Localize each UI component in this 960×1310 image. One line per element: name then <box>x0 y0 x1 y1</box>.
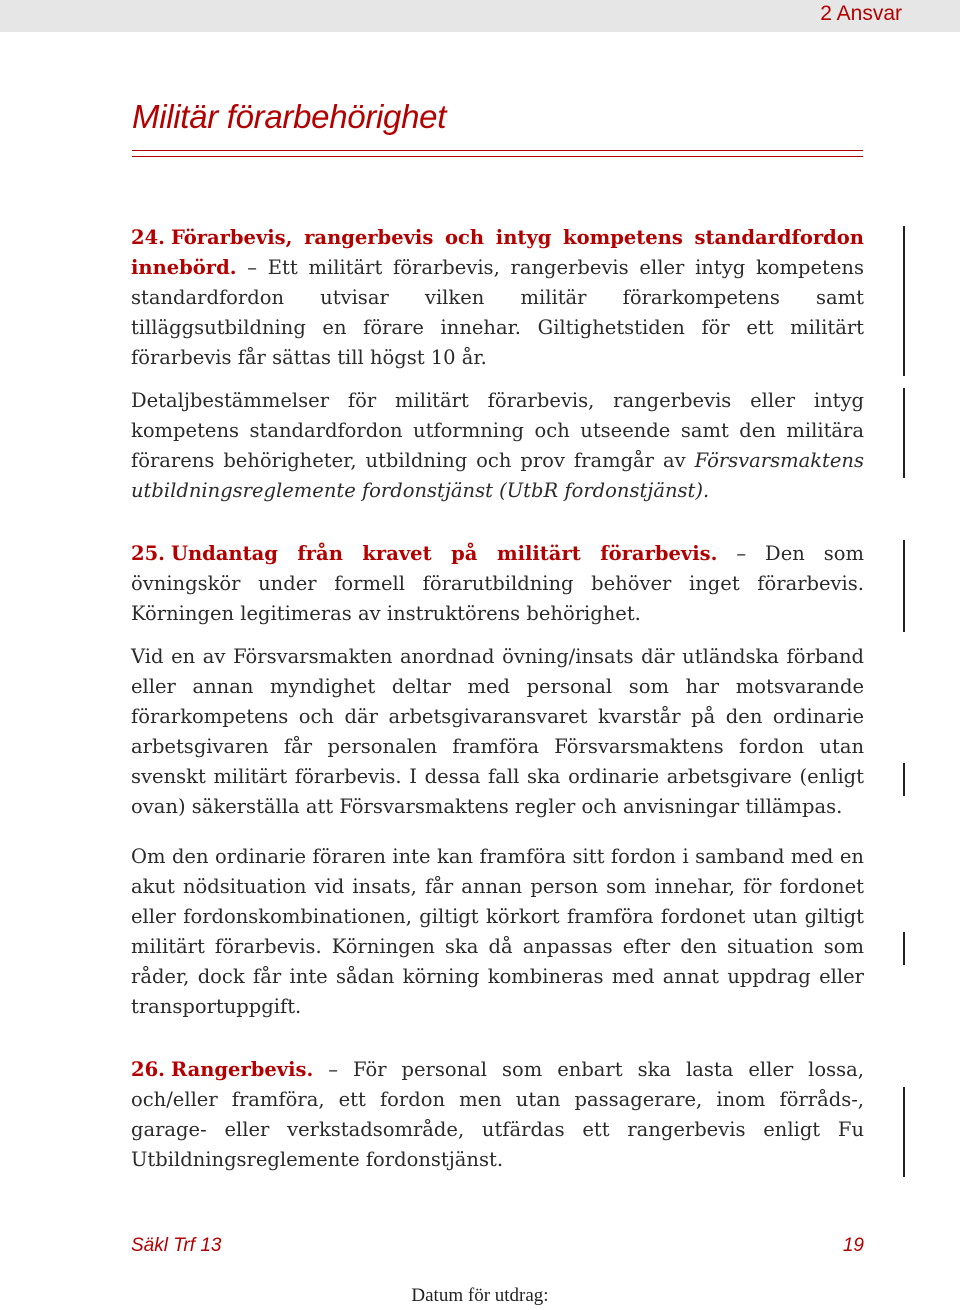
section-text: – Ett militärt förarbevis, rangerbevis eller intyg kompetens standardfordon utvisar vilken militär förarkompetens samt tilläggsutbildning en förare innehar. Giltighetstiden för ett militärt förarbevis får sättas till högst 10 år. <box>131 256 864 369</box>
section-number: 26. <box>131 1058 165 1081</box>
paragraph-italic-reference: Försvarsmaktens utbildningsreglemente fordonstjänst (UtbR fordonstjänst). <box>131 449 864 502</box>
section-26 <box>131 1055 864 1175</box>
paragraph-text: Detaljbestämmelser för militärt förarbevis, rangerbevis eller intyg kompetens standardfordon utformning och utseende samt den militära förarens behörigheter, utbildning och prov framgår av <box>131 389 864 472</box>
footer-page-number: 19 <box>842 1235 864 1256</box>
section-text: – För personal som enbart ska lasta eller lossa, och/eller framföra, ett fordon men utan passagerare, inom förråds-, garage- eller verkstadsområde, utfärdas ett rangerbevis enligt Fu Utbildningsreglemente fordonstjänst. <box>131 1058 864 1171</box>
paragraph-text: Vid en av Försvarsmakten anordnad övning/insats där utländska förband eller annan myndighet deltar med personal som har motsvarande förarkompetens och där arbetsgivaransvaret kvarstår på den ordinarie arbetsgivaren får personalen framföra Försvarsmaktens fordon utan svenskt militärt förarbevis. I dessa fall ska ordinarie arbetsgivare (enligt ovan) säkerställa att Försvarsmaktens regler och anvisningar tillämpas. <box>131 645 864 818</box>
print-date-note: Datum för utdrag: <box>411 1285 549 1306</box>
chapter-title: Militär förarbehörighet <box>132 98 447 135</box>
section-heading: Förarbevis, rangerbevis och intyg kompetens standardfordon innebörd. <box>131 226 864 279</box>
paragraph-text: Om den ordinarie föraren inte kan framföra sitt fordon i samband med en akut nödsituation vid insats, får annan person som innehar, för fordonet eller fordonskombinationen, giltigt körkort framföra fordonet utan giltigt militärt förarbevis. Körningen ska då anpassas efter den situation som råder, dock får inte sådan körning kombineras med annat uppdrag eller transportuppgift. <box>131 845 864 1018</box>
change-bar <box>903 932 905 965</box>
section-text: – Den som övningskör under formell förarutbildning behöver inget förarbevis. Körningen legitimeras av instruktörens behörighet. <box>131 542 864 625</box>
title-rule-upper <box>132 150 863 151</box>
section-24 <box>131 223 864 373</box>
change-bar <box>903 1087 905 1177</box>
top-bar <box>0 0 960 32</box>
change-bar <box>903 540 905 632</box>
title-rule-lower <box>132 156 863 157</box>
section-heading: Rangerbevis. <box>170 1058 314 1081</box>
section-heading: Undantag från kravet på militärt förarbevis. <box>170 542 718 565</box>
section-24-paragraph-2 <box>131 386 864 506</box>
section-number: 24. <box>131 226 165 249</box>
section-25-paragraph-2 <box>131 642 864 822</box>
change-bar <box>903 763 905 796</box>
running-head: 2 Ansvar <box>820 2 902 25</box>
change-bar <box>903 226 905 376</box>
change-bar <box>903 388 905 478</box>
footer-document-id: Säkl Trf 13 <box>131 1235 222 1256</box>
section-number: 25. <box>131 542 165 565</box>
section-25-paragraph-3 <box>131 842 864 1022</box>
section-25 <box>131 539 864 629</box>
